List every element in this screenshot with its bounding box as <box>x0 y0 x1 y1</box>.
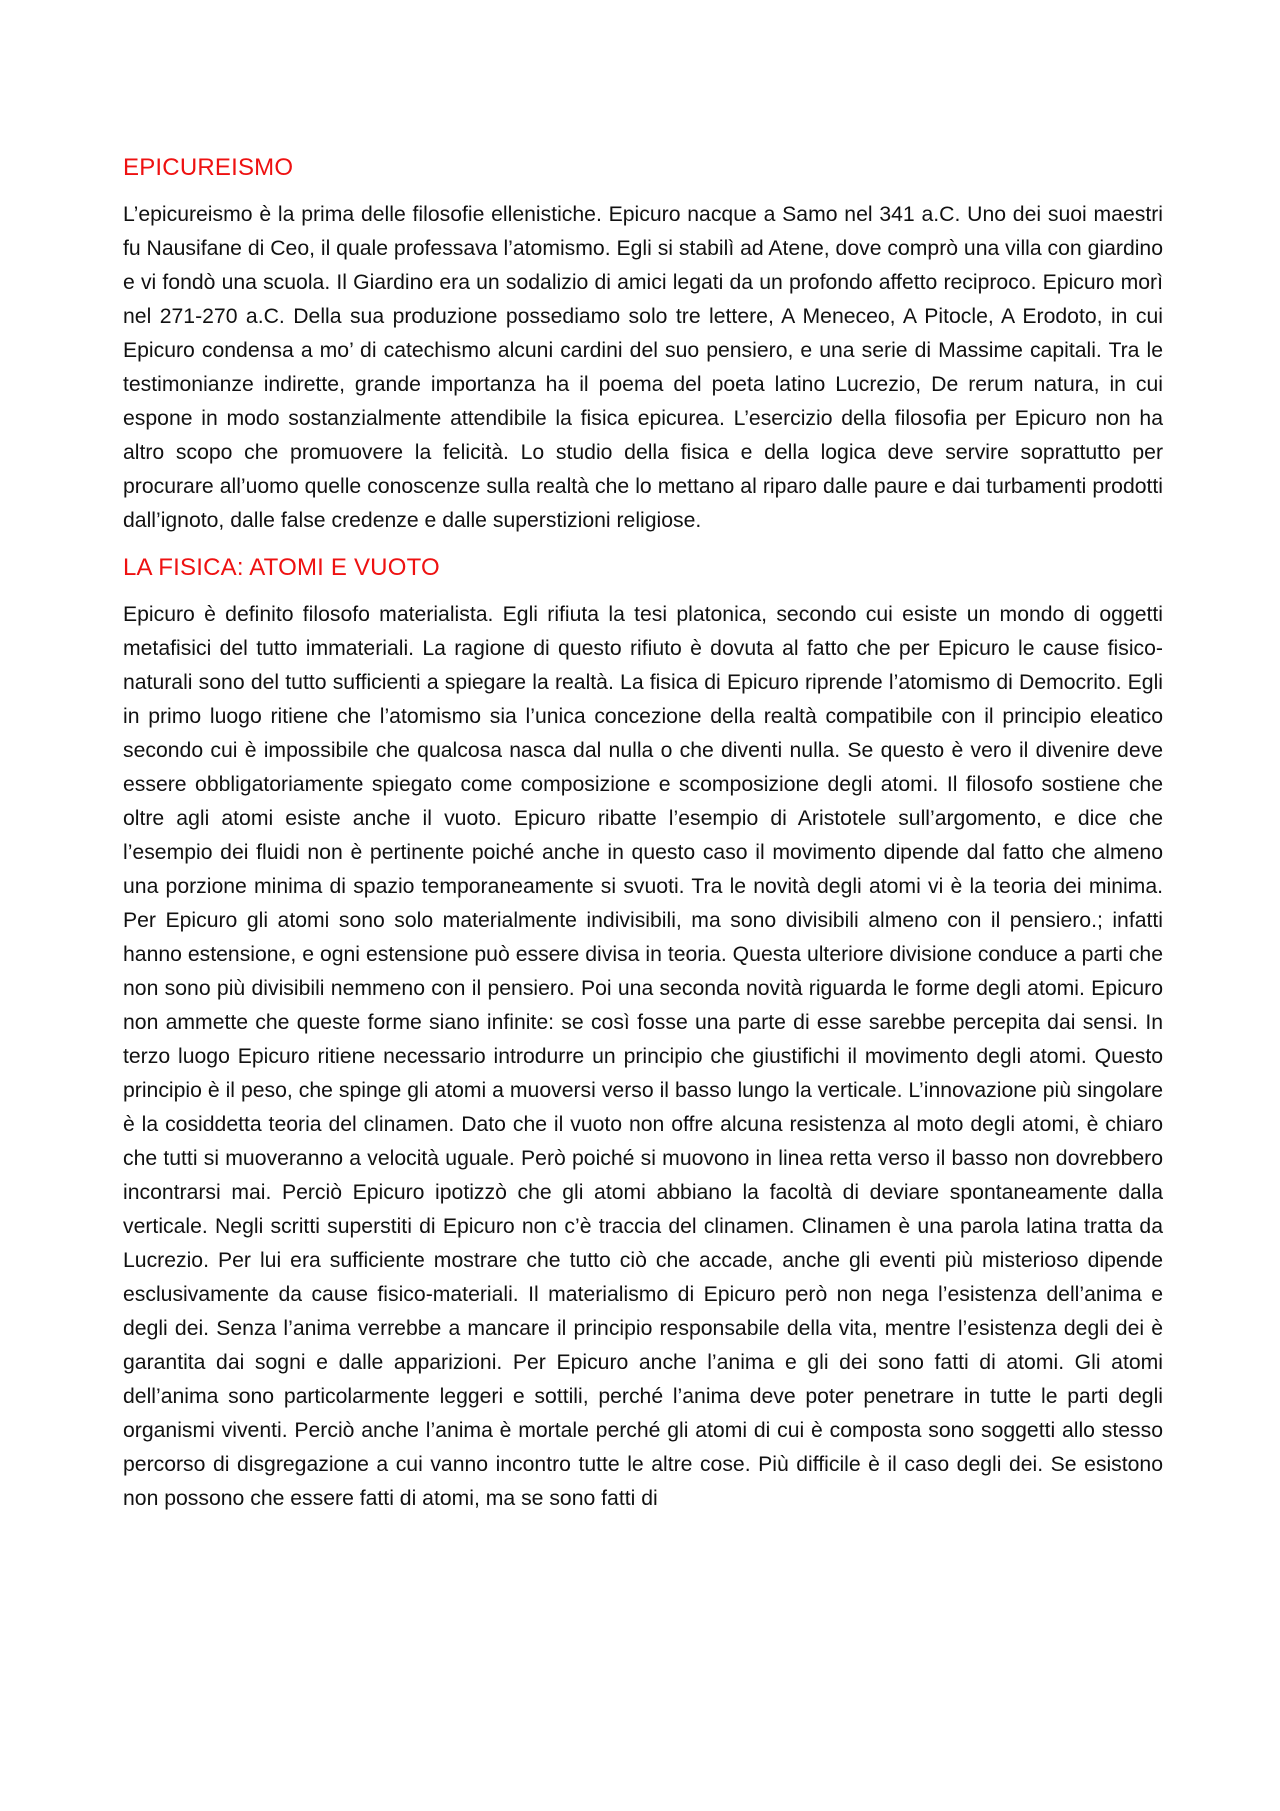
section-body: Epicuro è definito filosofo materialista. Egli rifiuta la tesi platonica, secondo cui esiste un mondo di oggetti metafisici del tutto immateriali. La ragione di questo rifiuto è dovuta al fatto che per Epicuro le cause fisico-naturali sono del tutto sufficienti a spiegare la realtà. La fisica di Epicuro riprende l’atomismo di Democrito. Egli in primo luogo ritiene che l’atomismo sia l’unica concezione della realtà compatibile con il principio eleatico secondo cui è impossibile che qualcosa nasca dal nulla o che diventi nulla. Se questo è vero il divenire deve essere obbligatoriamente spiegato come composizione e scomposizione degli atomi. Il filosofo sostiene che oltre agli atomi esiste anche il vuoto. Epicuro ribatte l’esempio di Aristotele sull’argomento, e dice che l’esempio dei fluidi non è pertinente poiché anche in questo caso il movimento dipende dal fatto che almeno una porzione minima di spazio temporaneamente si svuoti. Tra le novità degli atomi vi è la teoria dei minima. Per Epicuro gli atomi sono solo materialmente indivisibili, ma sono divisibili almeno con il pensiero.; infatti hanno estensione, e ogni estensione può essere divisa in teoria. Questa ulteriore divisione conduce a parti che non sono più divisibili nemmeno con il pensiero. Poi una seconda novità riguarda le forme degli atomi. Epicuro non ammette che queste forme siano infinite: se così fosse una parte di esse sarebbe percepita dai sensi. In terzo luogo Epicuro ritiene necessario introdurre un principio che giustifichi il movimento degli atomi. Questo principio è il peso, che spinge gli atomi a muoversi verso il basso lungo la verticale. L’innovazione più singolare è la cosiddetta teoria del clinamen. Dato che il vuoto non offre alcuna resistenza al moto degli atomi, è chiaro che tutti si muoveranno a velocità uguale. Però poiché si muovono in linea retta verso il basso non dovrebbero incontrarsi mai. Perciò Epicuro ipotizzò che gli atomi abbiano la facoltà di deviare spontaneamente dalla verticale. Negli scritti superstiti di Epicuro non c’è traccia del clinamen. Clinamen è una parola latina tratta da Lucrezio. Per lui era sufficiente mostrare che tutto ciò che accade, anche gli eventi più misterioso dipende esclusivamente da cause fisico-materiali. Il materialismo di Epicuro però non nega l’esistenza dell’anima e degli dei. Senza l’anima verrebbe a mancare il principio responsabile della vita, mentre l’esistenza degli dei è garantita dai sogni e dalle apparizioni. Per Epicuro anche l’anima e gli dei sono fatti di atomi. Gli atomi dell’anima sono particolarmente leggeri e sottili, perché l’anima deve poter penetrare in tutte le parti degli organismi viventi. Perciò anche l’anima è mortale perché gli atomi di cui è composta sono soggetti allo stesso percorso di disgregazione a cui vanno incontro tutte le altre cose. Più difficile è il caso degli dei. Se esistono non possono che essere fatti di atomi, ma se sono fatti di <box>123 603 1163 1510</box>
document-page <box>123 152 1163 1530</box>
section-body: L’epicureismo è la prima delle filosofie ellenistiche. Epicuro nacque a Samo nel 341 a.C. Uno dei suoi maestri fu Nausifane di Ceo, il quale professava l’atomismo. Egli si stabilì ad Atene, dove comprò una villa con giardino e vi fondò una scuola. Il Giardino era un sodalizio di amici legati da un profondo affetto reciproco. Epicuro morì nel 271-270 a.C. Della sua produzione possediamo solo tre lettere, A Meneceo, A Pitocle, A Erodoto, in cui Epicuro condensa a mo’ di catechismo alcuni cardini del suo pensiero, e una serie di Massime capitali. Tra le testimonianze indirette, grande importanza ha il poema del poeta latino Lucrezio, De rerum natura, in cui espone in modo sostanzialmente attendibile la fisica epicurea. L’esercizio della filosofia per Epicuro non ha altro scopo che promuovere la felicità. Lo studio della fisica e della logica deve servire soprattutto per procurare all’uomo quelle conoscenze sulla realtà che lo mettano al riparo dalle paure e dai turbamenti prodotti dall’ignoto, dalle false credenze e dalle superstizioni religiose. <box>123 203 1163 532</box>
section-heading: LA FISICA: ATOMI E VUOTO <box>123 554 440 581</box>
section-epicureismo <box>123 152 1163 538</box>
section-heading: EPICUREISMO <box>123 154 294 181</box>
section-la-fisica <box>123 552 1163 1516</box>
